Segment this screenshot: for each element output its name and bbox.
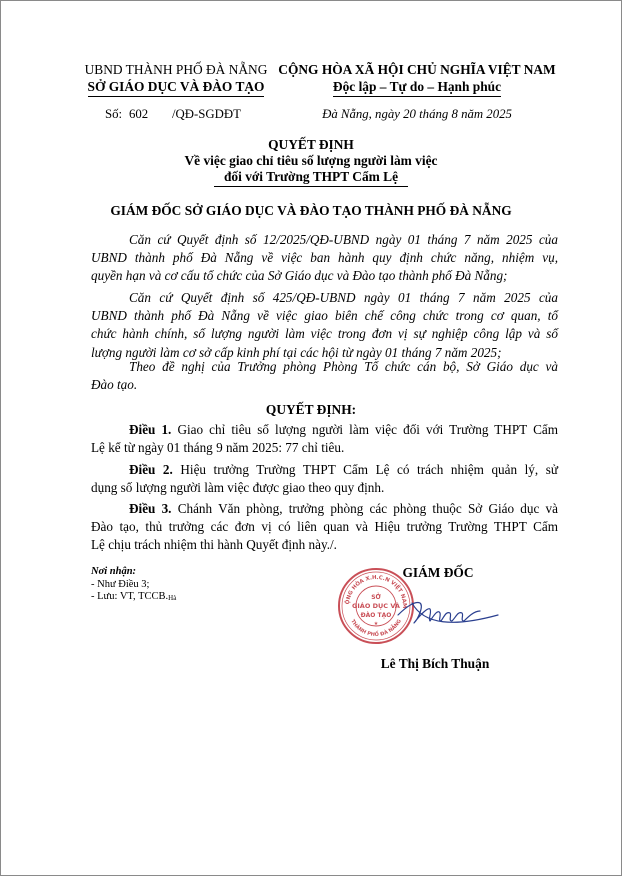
- preamble-paragraph-1: [91, 231, 558, 286]
- preamble-line: Theo đề nghị của Trưởng phòng Phòng Tổ chức cán bộ, Sở Giáo dục và: [129, 359, 558, 374]
- signer-title: GIÁM ĐỐC: [402, 565, 474, 580]
- preamble-line: quyền hạn và cơ cấu tổ chức của Sở Giáo dục và Đào tạo thành phố Đà Nẵng;: [91, 268, 508, 284]
- article-text: Lệ kể từ ngày 01 tháng 9 năm 2025: 77 chỉ tiêu.: [91, 440, 345, 456]
- preamble-line: chức hành chính, số lượng người làm việc trong đơn vị sự nghiệp công lập và số: [91, 326, 558, 342]
- article-text: Giao chỉ tiêu số lượng người làm việc đối với Trường THPT Cẩm: [171, 422, 558, 437]
- preamble-paragraph-3: [91, 358, 558, 394]
- drafter-initials: Hà: [168, 594, 177, 602]
- article-text: Hiệu trưởng Trường THPT Cẩm Lệ có trách nhiệm quản lý, sử: [172, 462, 559, 477]
- document-title: QUYẾT ĐỊNH: [268, 137, 354, 152]
- article-text: Đào tạo, thủ trưởng các đơn vị có liên quan và Hiệu trưởng Trường THPT Cẩm: [91, 519, 558, 535]
- document-number-label: Số:: [105, 107, 123, 121]
- article-text: dụng số lượng người làm việc được giao theo quy định.: [91, 480, 385, 496]
- preamble-line: UBND thành phố Đà Nẵng về việc giao biên chế công chức trong cơ quan, tổ: [91, 308, 558, 324]
- article-text: Chánh Văn phòng, trưởng phòng các phòng thuộc Sở Giáo dục và: [171, 501, 558, 516]
- svg-text:★: ★: [373, 621, 379, 627]
- article-label: Điều 1.: [129, 422, 172, 437]
- preamble-line: Đào tạo.: [91, 377, 138, 393]
- preamble-line: UBND thành phố Đà Nẵng về việc ban hành quy định chức năng, nhiệm vụ,: [91, 250, 558, 266]
- article-label: Điều 2.: [129, 462, 173, 477]
- preamble-line: Căn cứ Quyết định số 425/QĐ-UBND ngày 01 tháng 7 năm 2025 của: [129, 290, 558, 305]
- seal-center-text: SỞ: [371, 594, 381, 601]
- document-number-code: /QĐ-SGDĐT: [172, 107, 241, 121]
- document-subject-line1: Về việc giao chỉ tiêu số lượng người làm việc: [184, 153, 438, 168]
- document-number-value: 602: [129, 107, 149, 121]
- article-label: Điều 3.: [129, 501, 172, 516]
- preamble-line: lượng người làm cơ sở cấp kinh phí tại các hội từ ngày 01 tháng 7 năm 2025;: [91, 344, 502, 360]
- document-subject-line2: đối với Trường THPT Cẩm Lệ: [0, 169, 622, 187]
- article-2: [91, 461, 558, 497]
- article-3: [91, 500, 558, 555]
- seal-top-text: ỘNG HÒA X.H.C.N VIỆT NAM: [344, 574, 408, 609]
- date-place: Đà Nẵng, ngày 20 tháng 8 năm 2025: [322, 107, 512, 121]
- issuing-authority: GIÁM ĐỐC SỞ GIÁO DỤC VÀ ĐÀO TẠO THÀNH PHỐ ĐÀ NẴNG: [110, 203, 512, 218]
- preamble-paragraph-2: [91, 289, 558, 362]
- recipient-item: - Lưu: VT, TCCB.Hà: [91, 591, 177, 602]
- signer-name: Lê Thị Bích Thuận: [380, 656, 490, 671]
- handwritten-signature-icon: [394, 585, 504, 635]
- national-title: CỘNG HÒA XÃ HỘI CHỦ NGHĨA VIỆT NAM: [278, 62, 556, 77]
- article-text: Lệ chịu trách nhiệm thi hành Quyết định này./.: [91, 537, 337, 553]
- recipient-item: - Như Điều 3;: [91, 579, 150, 590]
- national-motto: Độc lập – Tự do – Hạnh phúc: [272, 79, 562, 97]
- decision-heading: QUYẾT ĐỊNH:: [265, 402, 357, 417]
- agency-parent: UBND THÀNH PHỐ ĐÀ NẴNG: [84, 62, 268, 77]
- recipients-heading: Nơi nhận:: [91, 566, 137, 577]
- agency-name: SỞ GIÁO DỤC VÀ ĐÀO TẠO: [80, 79, 272, 97]
- seal-center-text: GIÁO DỤC VÀ: [352, 602, 400, 610]
- seal-center-text: ĐÀO TẠO: [360, 612, 392, 619]
- preamble-line: Căn cứ Quyết định số 12/2025/QĐ-UBND ngày 01 tháng 7 năm 2025 của: [129, 232, 558, 247]
- seal-bottom-text: THÀNH PHỐ ĐÀ NẴNG: [349, 618, 403, 639]
- article-1: [91, 421, 558, 457]
